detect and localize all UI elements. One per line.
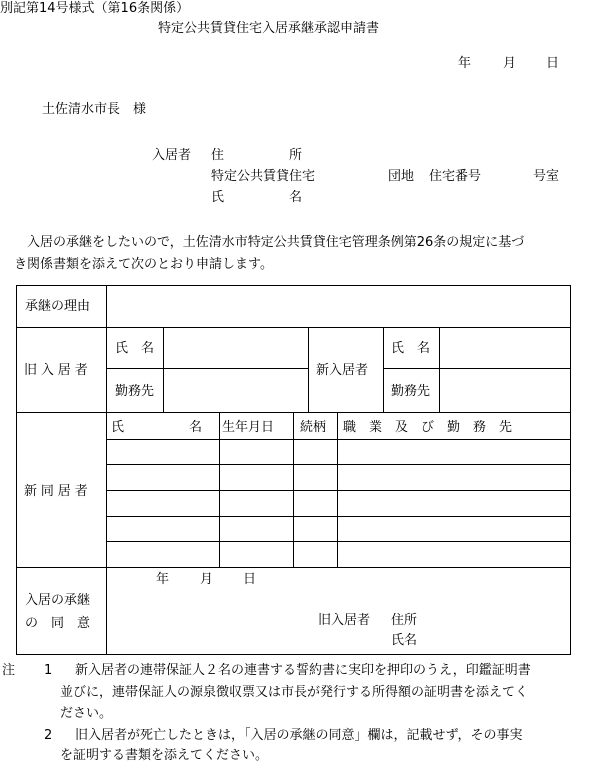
col-job-header: 職 業 及 び 勤 務 先	[343, 420, 513, 435]
applicant-role: 入居者	[152, 148, 192, 163]
date-day-label: 日	[546, 56, 560, 71]
reason-label: 承継の理由	[25, 299, 91, 314]
former-name-label: 氏 名	[115, 341, 155, 356]
note-2-line-2: を証明する書類を添えてください。	[60, 748, 269, 763]
applicant-unit-number-label: 住宅番号	[429, 169, 482, 184]
date-month-label: 月	[503, 56, 517, 71]
consent-date-year: 年	[156, 572, 170, 587]
note-1-number: 1	[44, 663, 53, 678]
consent-name-label: 氏名	[391, 633, 418, 648]
body-text-line-2: き関係書類を添えて次のとおり申請します。	[14, 257, 273, 272]
col-relation-header: 続柄	[300, 420, 327, 435]
note-1-line-1: 新入居者の連帯保証人２名の連書する誓約書に実印を押印のうえ，印鑑証明書	[75, 663, 531, 678]
former-workplace-label: 勤務先	[115, 384, 155, 399]
cohabitant-label: 新同居者	[24, 484, 92, 499]
new-workplace-label: 勤務先	[391, 384, 431, 399]
consent-label-line-2: の 同 意	[25, 616, 91, 631]
consent-date-day: 日	[243, 572, 257, 587]
col-birth-header: 生年月日	[222, 420, 275, 435]
date-year-label: 年	[458, 56, 472, 71]
body-text-line-1: 入居の承継をしたいので，土佐清水市特定公共賃貸住宅管理条例第26条の規定に基づ	[14, 235, 525, 250]
applicant-complex-label: 団地	[388, 169, 415, 184]
note-1-line-3: ださい。	[60, 706, 113, 721]
consent-label-line-1: 入居の承継	[25, 593, 91, 608]
new-occupant-label: 新入居者	[316, 363, 369, 378]
former-occupant-label: 旧入居者	[24, 363, 92, 378]
applicant-name-label: 氏 名	[211, 190, 303, 205]
new-name-label: 氏 名	[391, 341, 431, 356]
col-name-header: 氏 名	[111, 420, 203, 435]
applicant-room-label: 号室	[533, 169, 560, 184]
form-number: 別記第14号様式（第16条関係）	[0, 1, 190, 16]
note-1-line-2: 並びに，連帯保証人の源泉徴収票又は市長が発行する所得額の証明書を添えてく	[60, 685, 529, 700]
applicant-address-label: 住 所	[211, 148, 303, 163]
consent-address-label: 住所	[391, 613, 418, 628]
consent-former-label: 旧入居者	[318, 613, 371, 628]
note-2-number: 2	[44, 728, 53, 743]
note-2-line-1: 旧入居者が死亡したときは，「入居の承継の同意」欄は，記載せず，その事実	[75, 728, 523, 743]
form-title: 特定公共賃貸住宅入居承継承認申請書	[158, 21, 380, 36]
consent-date-month: 月	[200, 572, 214, 587]
notes-prefix: 注	[2, 663, 16, 678]
applicant-housing-label: 特定公共賃貸住宅	[211, 169, 316, 184]
addressee: 土佐清水市長 様	[42, 102, 147, 117]
